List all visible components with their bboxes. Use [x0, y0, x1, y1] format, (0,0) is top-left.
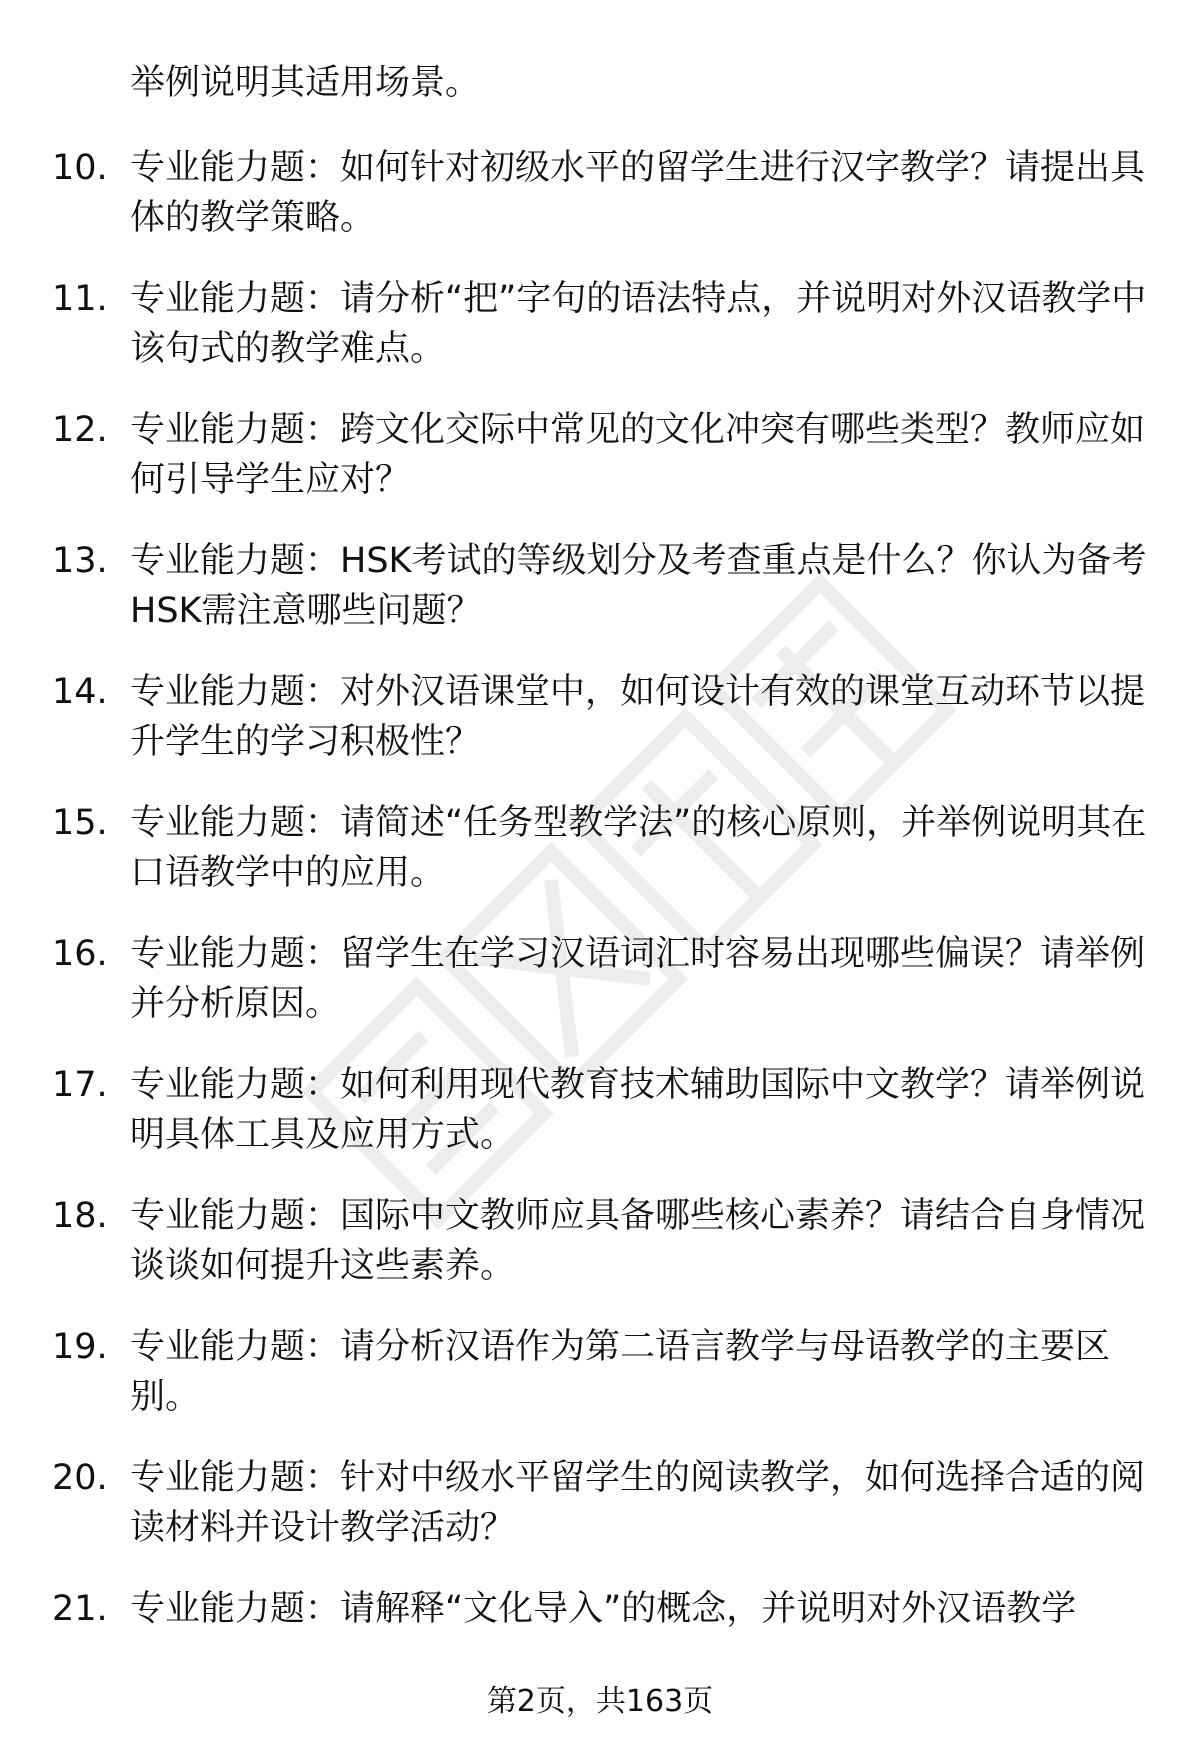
- question-item: [52, 1322, 1162, 1453]
- question-item: [52, 1060, 1162, 1191]
- question-number: 20.: [52, 1458, 108, 1498]
- question-text: 专业能力题：国际中文教师应具备哪些核心素养？请结合自身情况谈谈如何提升这些素养。: [130, 1196, 1146, 1286]
- question-text: 专业能力题：对外汉语课堂中，如何设计有效的课堂互动环节以提升学生的学习积极性？: [130, 672, 1146, 762]
- question-list: [52, 143, 1162, 1715]
- question-number: 12.: [52, 410, 108, 450]
- question-item: [52, 405, 1162, 536]
- question-item: [52, 143, 1162, 274]
- question-item: [52, 798, 1162, 929]
- question-item: [52, 667, 1162, 798]
- question-text: 专业能力题：HSK考试的等级划分及考查重点是什么？你认为备考HSK需注意哪些问题？: [130, 541, 1147, 631]
- question-text: 专业能力题：针对中级水平留学生的阅读教学，如何选择合适的阅读材料并设计教学活动？: [130, 1458, 1146, 1548]
- question-text: 专业能力题：留学生在学习汉语词汇时容易出现哪些偏误？请举例并分析原因。: [130, 934, 1146, 1024]
- question-number: 11.: [52, 279, 108, 319]
- question-item: [52, 536, 1162, 667]
- question-number: 10.: [52, 148, 108, 188]
- question-number: 15.: [52, 803, 108, 843]
- question-text: 专业能力题：请解释“文化导入”的概念，并说明对外汉语教学: [130, 1589, 1077, 1629]
- question-item: [52, 1453, 1162, 1584]
- page-footer: 第2页，共163页: [486, 1684, 714, 1719]
- question-number: 16.: [52, 934, 108, 974]
- question-text: 专业能力题：请分析“把”字句的语法特点，并说明对外汉语教学中该句式的教学难点。: [130, 279, 1147, 369]
- question-number: 13.: [52, 541, 108, 581]
- question-item: [52, 1191, 1162, 1322]
- question-number: 19.: [52, 1327, 108, 1367]
- question-text: 专业能力题：如何针对初级水平的留学生进行汉字教学？请提出具体的教学策略。: [130, 148, 1146, 238]
- continuation-line: 举例说明其适用场景。: [130, 63, 481, 103]
- question-text: 专业能力题：如何利用现代教育技术辅助国际中文教学？请举例说明具体工具及应用方式。: [130, 1065, 1146, 1155]
- question-item: [52, 274, 1162, 405]
- question-number: 18.: [52, 1196, 108, 1236]
- question-text: 专业能力题：请简述“任务型教学法”的核心原则，并举例说明其在口语教学中的应用。: [130, 803, 1147, 893]
- question-number: 21.: [52, 1589, 108, 1629]
- question-number: 14.: [52, 672, 108, 712]
- question-text: 专业能力题：请分析汉语作为第二语言教学与母语教学的主要区别。: [130, 1327, 1111, 1417]
- question-text: 专业能力题：跨文化交际中常见的文化冲突有哪些类型？教师应如何引导学生应对？: [130, 410, 1146, 500]
- question-number: 17.: [52, 1065, 108, 1105]
- question-item: [52, 929, 1162, 1060]
